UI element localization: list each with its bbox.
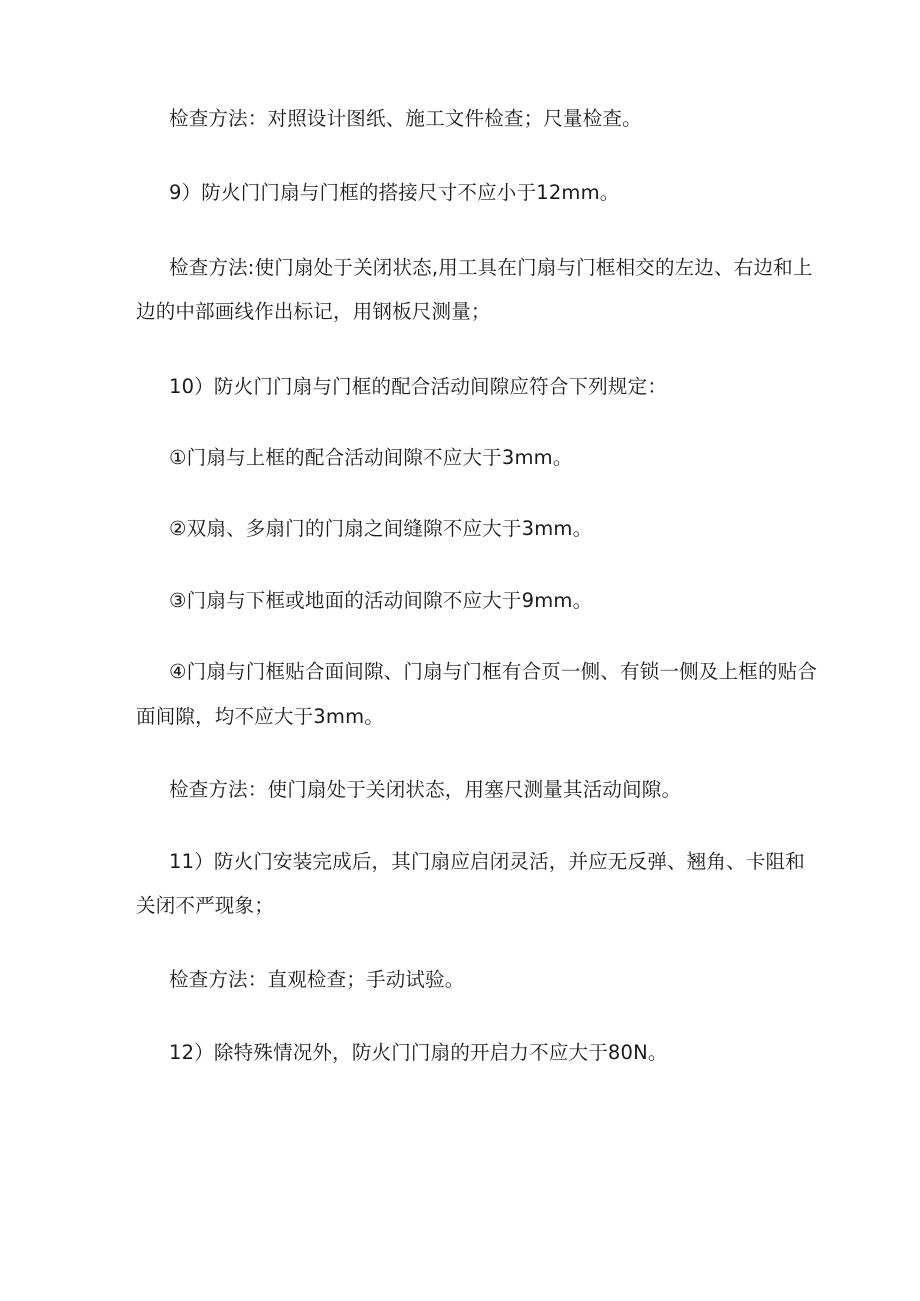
clause-10-item-4-continuation: 面间隙，均不应大于3mm。 [136,705,384,728]
inspection-method-line: 检查方法：直观检查；手动试验。 [169,968,465,991]
inspection-method-line: 检查方法：对照设计图纸、施工文件检查；尺量检查。 [169,107,642,130]
inspection-method-line: 检查方法:使门扇处于关闭状态,用工具在门扇与门框相交的左边、右边和上 [169,256,813,279]
clause-10-line: 10）防火门门扇与门框的配合活动间隙应符合下列规定： [169,375,668,398]
clause-10-item-3: ③门扇与下框或地面的活动间隙不应大于9mm。 [169,589,593,612]
clause-10-item-1: ①门扇与上框的配合活动间隙不应大于3mm。 [169,446,573,469]
inspection-method-continuation: 边的中部画线作出标记，用钢板尺测量； [136,300,491,323]
clause-11-line: 11）防火门安装完成后，其门扇应启闭灵活，并应无反弹、翘角、卡阻和 [169,850,805,873]
inspection-method-line: 检查方法：使门扇处于关闭状态，用塞尺测量其活动间隙。 [169,778,682,801]
clause-11-continuation: 关闭不严现象； [136,894,274,917]
clause-10-item-2: ②双扇、多扇门的门扇之间缝隙不应大于3mm。 [169,517,593,540]
clause-12-line: 12）除特殊情况外，防火门门扇的开启力不应大于80N。 [169,1041,668,1064]
clause-9-line: 9）防火门门扇与门框的搭接尺寸不应小于12mm。 [169,181,620,204]
clause-10-item-4: ④门扇与门框贴合面间隙、门扇与门框有合页一侧、有锁一侧及上框的贴合 [169,660,818,683]
